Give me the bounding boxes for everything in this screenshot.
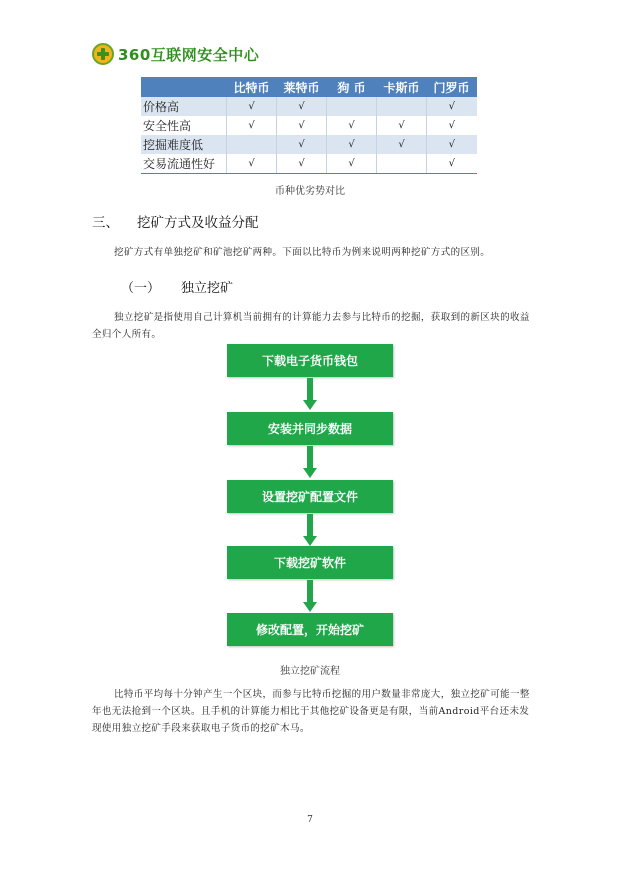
down-arrow-icon xyxy=(303,446,317,478)
table-row xyxy=(141,116,477,135)
subsection-title: 独立挖矿 xyxy=(181,281,234,296)
coin-comparison-table xyxy=(141,77,477,174)
table-corner-cell xyxy=(141,77,227,97)
table-caption: 币种优劣势对比 xyxy=(275,186,345,197)
table-cell xyxy=(327,97,377,116)
column-header: 门罗币 xyxy=(427,77,477,97)
section-title: 挖矿方式及收益分配 xyxy=(137,215,259,231)
row-label: 交易流通性好 xyxy=(141,154,227,174)
page-number: 7 xyxy=(307,815,313,825)
subsection-heading xyxy=(121,277,233,296)
section-number: 三、 xyxy=(92,215,119,231)
logo-text: 360互联网安全中心 xyxy=(118,45,260,64)
section-heading xyxy=(92,211,259,231)
down-arrow-icon xyxy=(303,378,317,410)
column-header: 比特币 xyxy=(227,77,277,97)
table-cell xyxy=(227,135,277,154)
subsection-number: （一） xyxy=(121,281,161,296)
table-cell: √ xyxy=(227,97,277,116)
down-arrow-icon xyxy=(303,580,317,612)
header-logo xyxy=(92,43,259,65)
table-cell xyxy=(377,154,427,174)
flow-step: 设置挖矿配置文件 xyxy=(227,480,393,513)
closing-paragraph: 比特币平均每十分钟产生一个区块，而参与比特币挖掘的用户数量非常庞大，独立挖矿可能一整年也无法抢到一个区块。且手机的计算能力相比于其他挖矿设备更是有限，当前Android平台还未发现使用独立挖矿手段来获取电子货币的挖矿木马。 xyxy=(92,689,530,734)
section-intro-paragraph: 挖矿方式有单独挖矿和矿池挖矿两种。下面以比特币为例来说明两种挖矿方式的区别。 xyxy=(114,247,491,258)
table-cell: √ xyxy=(377,116,427,135)
table-cell: √ xyxy=(227,116,277,135)
row-label: 价格高 xyxy=(141,97,227,116)
table-cell: √ xyxy=(227,154,277,174)
table-cell: √ xyxy=(377,135,427,154)
table-cell: √ xyxy=(327,154,377,174)
table-row xyxy=(141,97,477,116)
table-cell: √ xyxy=(277,154,327,174)
column-header: 莱特币 xyxy=(277,77,327,97)
row-label: 挖掘难度低 xyxy=(141,135,227,154)
table-cell xyxy=(377,97,427,116)
table-cell: √ xyxy=(427,116,477,135)
flow-step: 修改配置，开始挖矿 xyxy=(227,613,393,646)
column-header: 狗 币 xyxy=(327,77,377,97)
table-cell: √ xyxy=(327,116,377,135)
360-shield-icon xyxy=(92,43,114,65)
table-header-row xyxy=(141,77,477,97)
table-row xyxy=(141,135,477,154)
down-arrow-icon xyxy=(303,514,317,546)
subsection-intro-paragraph: 独立挖矿是指使用自己计算机当前拥有的计算能力去参与比特币的挖掘，获取到的新区块的收益全归个人所有。 xyxy=(92,312,530,340)
table-cell: √ xyxy=(327,135,377,154)
table-cell: √ xyxy=(277,135,327,154)
row-label: 安全性高 xyxy=(143,119,192,133)
table-cell: √ xyxy=(277,97,327,116)
flow-caption: 独立挖矿流程 xyxy=(280,666,340,677)
table-cell: √ xyxy=(427,135,477,154)
table-cell: √ xyxy=(427,154,477,174)
flow-step: 下载电子货币钱包 xyxy=(227,344,393,377)
table-cell: √ xyxy=(277,116,327,135)
table-cell: √ xyxy=(427,97,477,116)
column-header: 卡斯币 xyxy=(377,77,427,97)
flow-step: 下载挖矿软件 xyxy=(227,546,393,579)
table-row xyxy=(141,154,477,174)
flow-step: 安装并同步数据 xyxy=(227,412,393,445)
